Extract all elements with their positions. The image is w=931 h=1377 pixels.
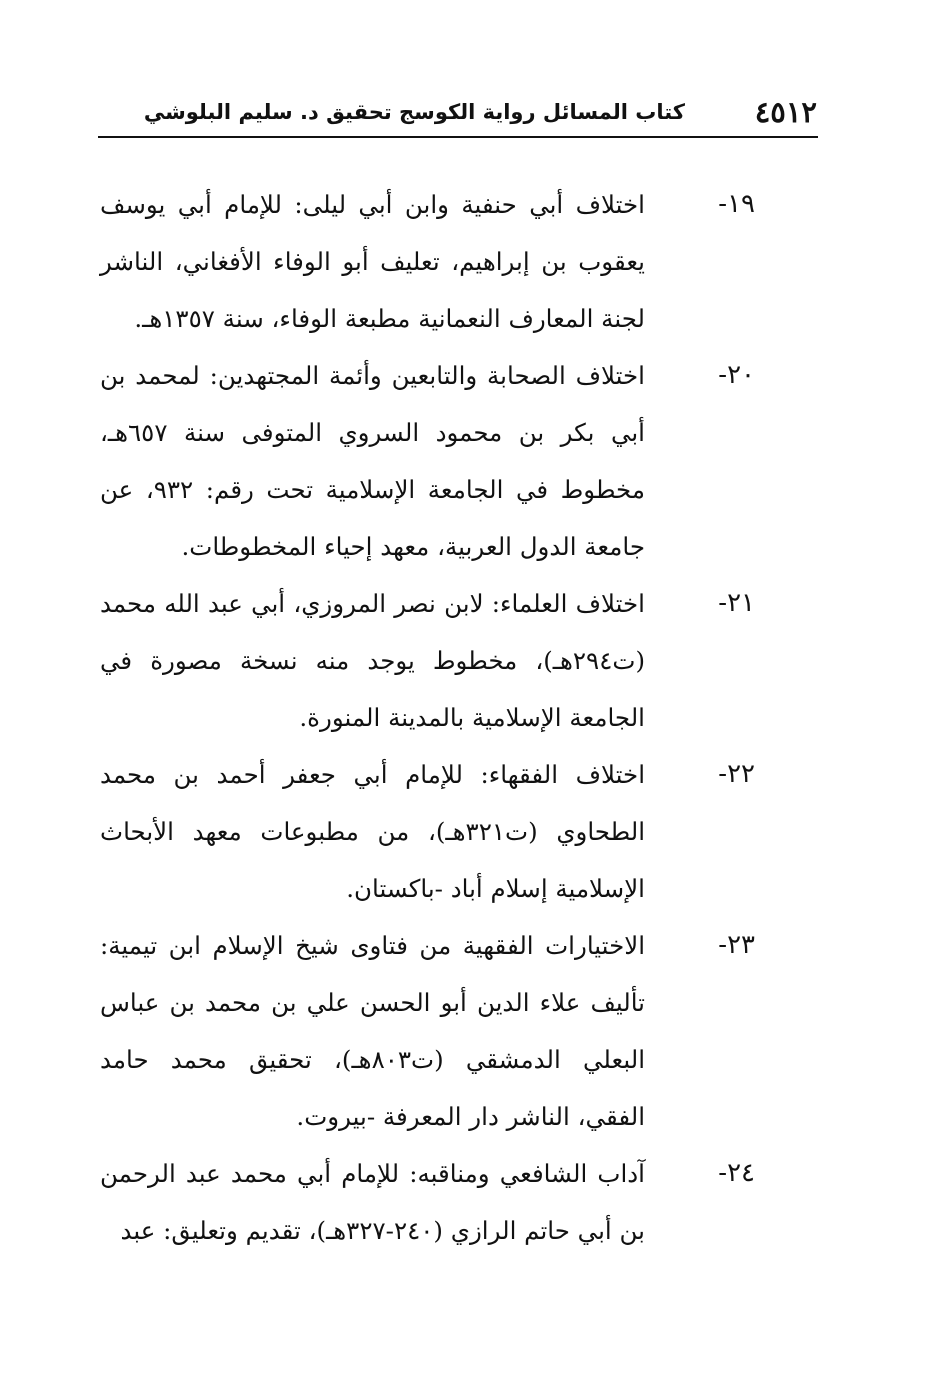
bibliography-entry-21 <box>100 575 755 746</box>
entry-text: الاختيارات الفقهية من فتاوى شيخ الإسلام ابن تيمية: تأليف علاء الدين أبو الحسن علي بن محمد بن عباس البعلي الدمشقي (ت٨٠٣هـ)، تحقيق محمد حامد الفقي، الناشر دار المعرفة -بيروت. <box>100 931 645 1131</box>
entry-number: ٢١- <box>718 588 755 618</box>
entry-number: ٢٤- <box>718 1158 755 1188</box>
entry-text: اختلاف الصحابة والتابعين وأئمة المجتهدين: لمحمد بن أبي بكر بن محمود السروي المتوفى سنة ٦٥٧هـ، مخطوط في الجامعة الإسلامية تحت رقم: ٩٣٢، عن جامعة الدول العربية، معهد إحياء المخطوطات. <box>100 361 645 561</box>
entry-number: ٢٢- <box>718 759 755 789</box>
entry-number: ٢٣- <box>718 930 755 960</box>
bibliography-entry-22 <box>100 746 755 917</box>
entry-number: ١٩- <box>718 189 755 219</box>
entry-text: اختلاف الفقهاء: للإمام أبي جعفر أحمد بن محمد الطحاوي (ت٣٢١هـ)، من مطبوعات معهد الأبحاث الإسلامية إسلام أباد -باكستان. <box>100 760 645 903</box>
page-number: ٤٥١٢ <box>754 95 817 129</box>
running-title: كتاب المسائل رواية الكوسج تحقيق د. سليم البلوشي <box>143 100 685 124</box>
bibliography-entry-19 <box>100 176 755 347</box>
bibliography-entry-23 <box>100 917 755 1145</box>
entry-text: اختلاف أبي حنفية وابن أبي ليلى: للإمام أبي يوسف يعقوب بن إبراهيم، تعليف أبو الوفاء الأفغاني، الناشر لجنة المعارف النعمانية مطبعة الوفاء، سنة ١٣٥٧هـ. <box>100 190 645 333</box>
bibliography-entry-24 <box>100 1145 755 1259</box>
entry-number: ٢٠- <box>718 360 755 390</box>
header-rule <box>98 136 818 138</box>
bibliography-entry-20 <box>100 347 755 575</box>
entry-text: اختلاف العلماء: لابن نصر المروزي، أبي عبد الله محمد (ت٢٩٤هـ)، مخطوط يوجد منه نسخة مصورة في الجامعة الإسلامية بالمدينة المنورة. <box>100 589 645 732</box>
entry-text: آداب الشافعي ومناقبه: للإمام أبي محمد عبد الرحمن بن أبي حاتم الرازي (٢٤٠-٣٢٧هـ)، تقديم وتعليق: عبد <box>100 1159 645 1245</box>
page-header <box>100 92 817 132</box>
bibliography-list <box>100 176 755 1259</box>
